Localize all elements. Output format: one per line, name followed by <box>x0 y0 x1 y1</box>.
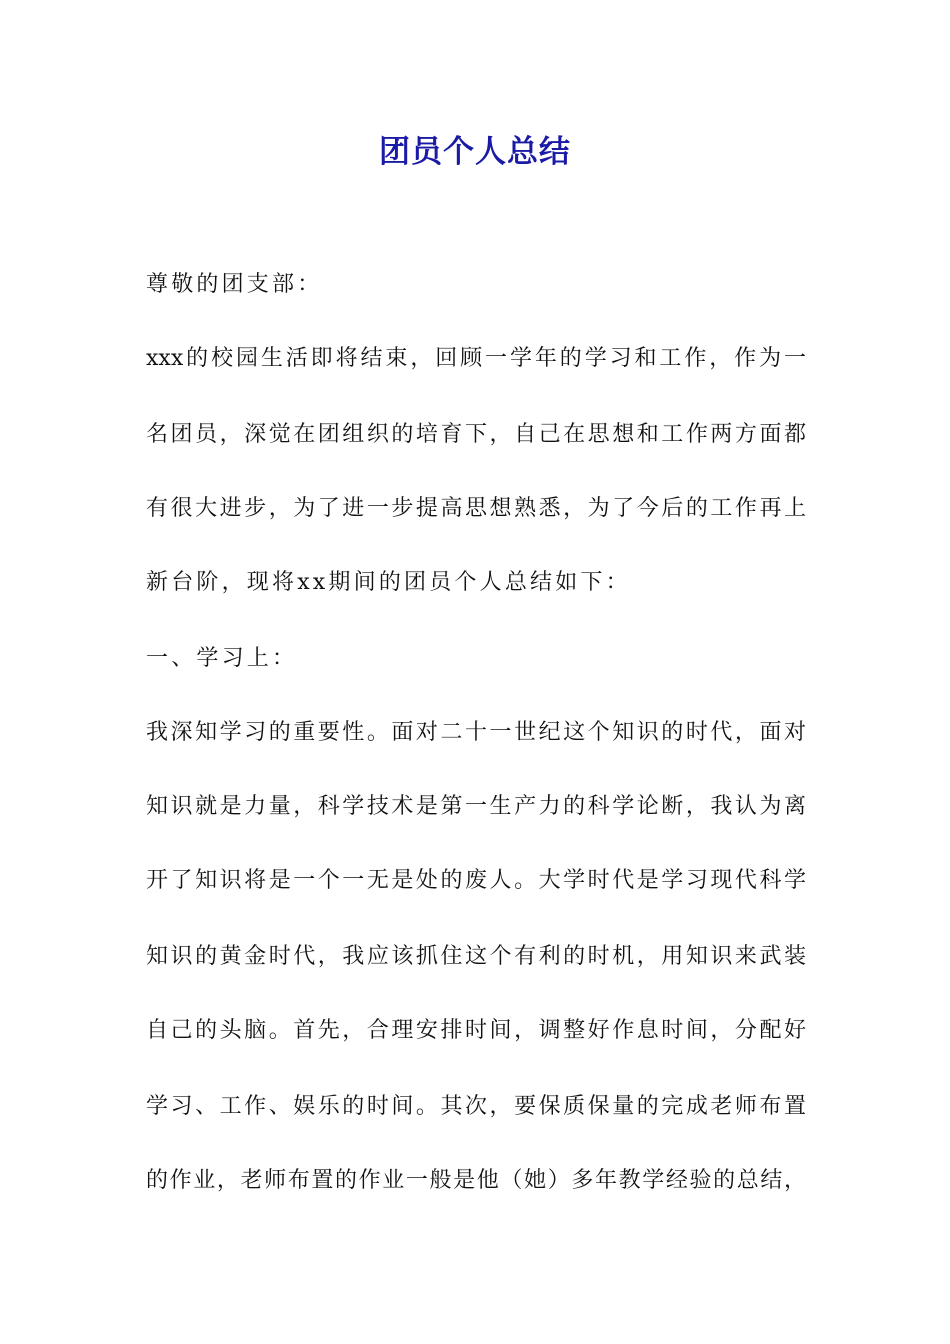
body-line: 学习、工作、娱乐的时间。其次，要保质保量的完成老师布置 <box>146 1094 806 1119</box>
body-line: 名团员，深觉在团组织的培育下，自己在思想和工作两方面都 <box>146 422 806 447</box>
body-line: 的作业，老师布置的作业一般是他（她）多年教学经验的总结， <box>146 1168 806 1193</box>
salutation-line: 尊敬的团支部： <box>146 272 323 297</box>
section-heading: 一、学习上： <box>146 646 298 671</box>
body-line: 新台阶，现将xx期间的团员个人总结如下： <box>146 570 631 595</box>
body-line: 知识的黄金时代，我应该抓住这个有利的时机，用知识来武装 <box>146 944 806 969</box>
body-line: 自己的头脑。首先，合理安排时间，调整好作息时间，分配好 <box>146 1018 806 1043</box>
body-line: xxx的校园生活即将结束，回顾一学年的学习和工作，作为一 <box>146 346 806 371</box>
body-line: 有很大进步，为了进一步提高思想熟悉，为了今后的工作再上 <box>146 496 806 521</box>
body-line: 知识就是力量，科学技术是第一生产力的科学论断，我认为离 <box>146 794 806 819</box>
body-line: 我深知学习的重要性。面对二十一世纪这个知识的时代，面对 <box>146 720 806 745</box>
body-line: 开了知识将是一个一无是处的废人。大学时代是学习现代科学 <box>146 868 806 893</box>
document-title: 团员个人总结 <box>379 134 571 170</box>
